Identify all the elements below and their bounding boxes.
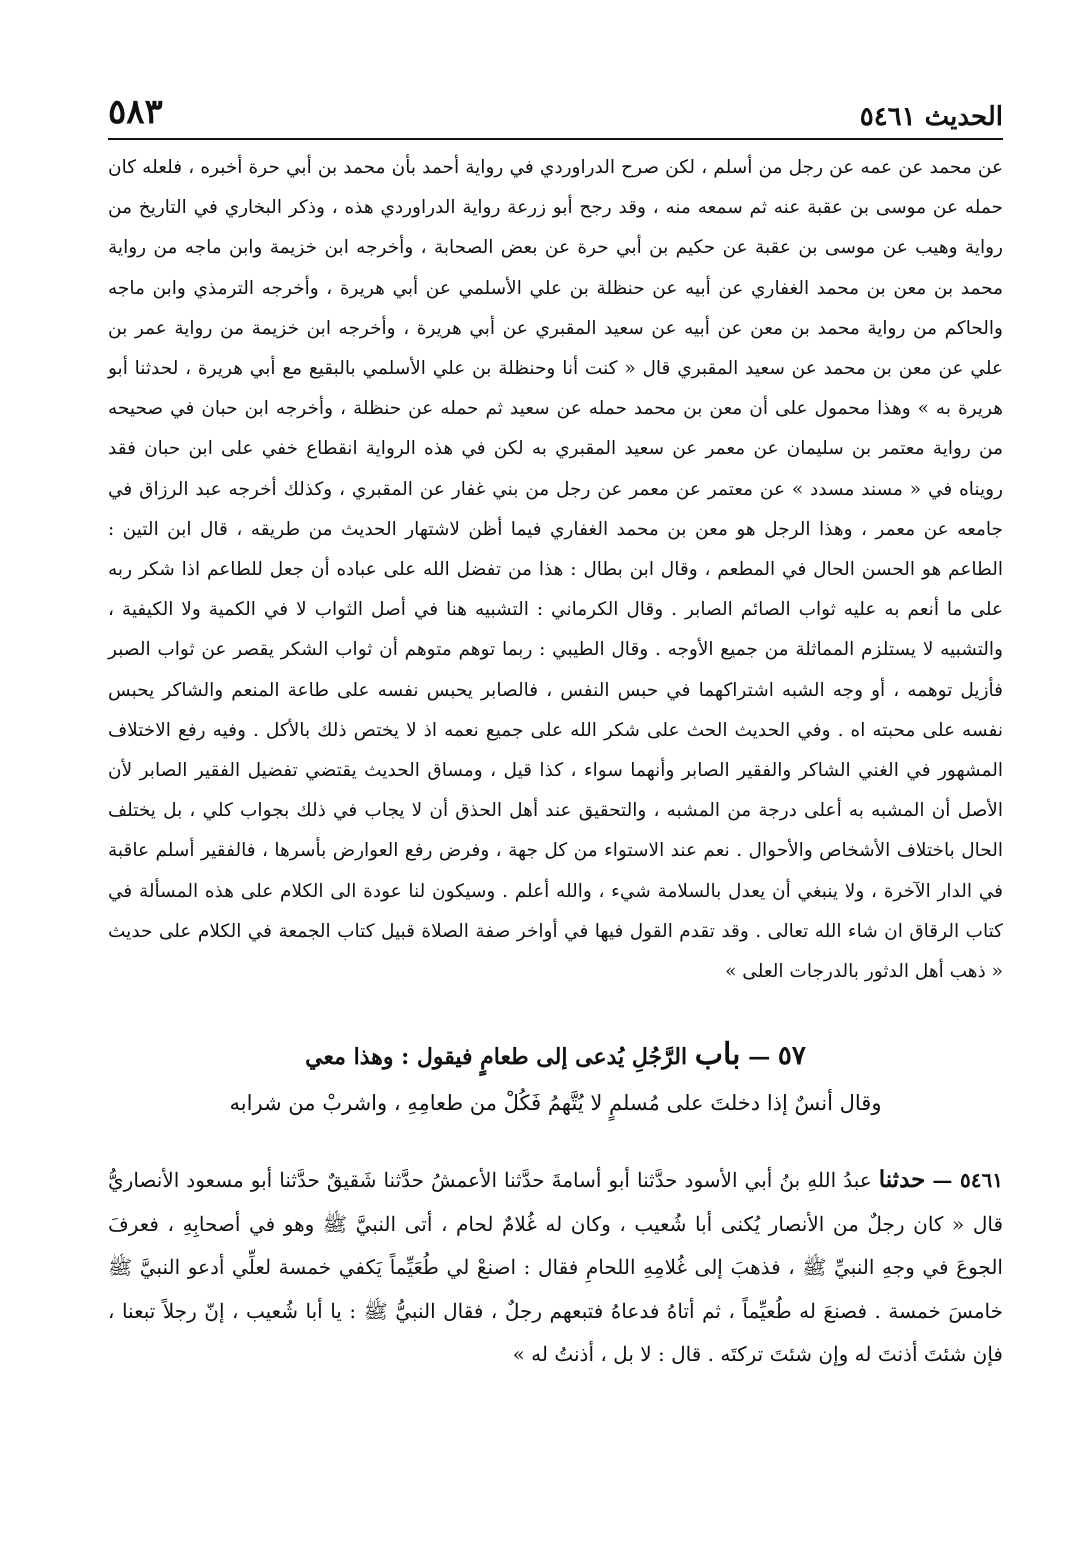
- hadith-tahdith: حدثنا: [878, 1166, 926, 1193]
- chapter-title: [108, 1032, 1003, 1080]
- hadith-text: [108, 1158, 1003, 1377]
- page-header: [108, 88, 1003, 132]
- header-rule: [108, 138, 1003, 140]
- running-title: الحديث ٥٤٦١: [859, 102, 1003, 132]
- chapter-dash: —: [748, 1044, 771, 1070]
- chapter-heading: [108, 1032, 1003, 1126]
- chapter-title-text: الرَّجُلِ يُدعى إلى طعامٍ فيقول : وهذا معي: [305, 1044, 688, 1070]
- hadith-body: عبدُ اللهِ بنُ أبي الأسود حدَّثنا أبو أسامةَ حدَّثنا الأعمشُ حدَّثنا شَقيقٌ حدَّثنا أبو مسعود الأنصاريُّ قال « كان رجلٌ من الأنصار يُكنى أبا شُعيب ، وكان له غُلامٌ لحام ، أتى النبيَّ ﷺ وهو في أصحابِهِ ، فعرفَ الجوعَ في وجهِ النبيِّ ﷺ ، فذهبَ إلى غُلامِهِ اللحامِ فقال : اصنعْ لي طُعَيِّماً يَكفي خمسة لعلِّي أدعو النبيَّ ﷺ خامسَ خمسة . فصنعَ له طُعيِّماً ، ثم أتاهُ فدعاهُ فتبعهم رجلٌ ، فقال النبيُّ ﷺ : يا أبا شُعيب ، إنّ رجلاً تبعنا ، فإن شئتَ أذنتَ له وإن شئتَ تركتَه . قال : لا بل ، أذنتُ له »: [108, 1168, 1003, 1367]
- chapter-bab-word: باب: [694, 1037, 741, 1072]
- page-number: ٥٨٣: [108, 92, 163, 132]
- chapter-number: ٥٧: [777, 1041, 806, 1071]
- commentary-paragraph: عن محمد عن عمه عن رجل من أسلم ، لكن صرح الدراوردي في رواية أحمد بأن محمد بن أبي حرة أخبره ، فلعله كان حمله عن موسى بن عقبة عنه ثم سمعه منه ، وقد رجح أبو زرعة رواية الدراوردي هذه ، وذكر البخاري في التاريخ من رواية وهيب عن موسى بن عقبة عن حكيم بن أبي حرة عن بعض الصحابة ، وأخرجه ابن خزيمة وابن ماجه من رواية محمد بن معن بن محمد الغفاري عن أبيه عن حنظلة بن علي الأسلمي عن أبي هريرة ، وأخرجه الترمذي وابن ماجه والحاكم من رواية محمد بن معن عن أبيه عن سعيد المقبري عن أبي هريرة ، وأخرجه ابن خزيمة من رواية عمر بن علي عن معن بن محمد عن سعيد المقبري قال « كنت أنا وحنظلة بن علي الأسلمي بالبقيع مع أبي هريرة ، لحدثنا أبو هريرة به » وهذا محمول على أن معن بن محمد حمله عن سعيد ثم حمله عن حنظلة ، وأخرجه ابن حبان في صحيحه من رواية معتمر بن سليمان عن معمر عن سعيد المقبري به لكن في هذه الرواية انقطاع خفي على ابن حبان فقد رويناه في « مسند مسدد » عن معتمر عن معمر عن رجل من بني غفار عن المقبري ، وكذلك أخرجه عبد الرزاق في جامعه عن معمر ، وهذا الرجل هو معن بن محمد الغفاري فيما أظن لاشتهار الحديث من طريقه ، قال ابن التين : الطاعم هو الحسن الحال في المطعم ، وقال ابن بطال : هذا من تفضل الله على عباده أن جعل للطاعم اذا شكر ربه على ما أنعم به عليه ثواب الصائم الصابر . وقال الكرماني : التشبيه هنا في أصل الثواب لا في الكمية ولا الكيفية ، والتشبيه لا يستلزم المماثلة من جميع الأوجه . وقال الطيبي : ربما توهم متوهم أن ثواب الشكر يقصر عن ثواب الصبر فأزيل توهمه ، أو وجه الشبه اشتراكهما في حبس النفس ، فالصابر يحبس نفسه على طاعة المنعم والشاكر يحبس نفسه على محبته اه . وفي الحديث الحث على شكر الله على جميع نعمه اذ لا يختص ذلك بالأكل . وفيه رفع الاختلاف المشهور في الغني الشاكر والفقير الصابر وأنهما سواء ، كذا قيل ، ومساق الحديث يقتضي تفضيل الفقير الصابر لأن الأصل أن المشبه به أعلى درجة من المشبه ، والتحقيق عند أهل الحذق أن لا يجاب في ذلك بجواب كلي ، بل يختلف الحال باختلاف الأشخاص والأحوال . نعم عند الاستواء من كل جهة ، وفرض رفع العوارض بأسرها ، فالفقير أسلم عاقبة في الدار الآخرة ، ولا ينبغي أن يعدل بالسلامة شيء ، والله أعلم . وسيكون لنا عودة الى الكلام على هذه المسألة في كتاب الرقاق ان شاء الله تعالى . وقد تقدم القول فيها في أواخر صفة الصلاة قبيل كتاب الجمعة في الكلام على حديث « ذهب أهل الدثور بالدرجات العلى »: [108, 157, 1003, 983]
- chapter-quote: وقال أنسٌ إذا دخلتَ على مُسلمٍ لا يُتَّهمُ فَكُلْ من طعامِهِ ، واشربْ من شرابه: [229, 1091, 882, 1115]
- commentary-text: [108, 148, 1003, 992]
- hadith-number: ٥٤٦١ —: [932, 1168, 1003, 1192]
- hadith-paragraph: [108, 1158, 1003, 1377]
